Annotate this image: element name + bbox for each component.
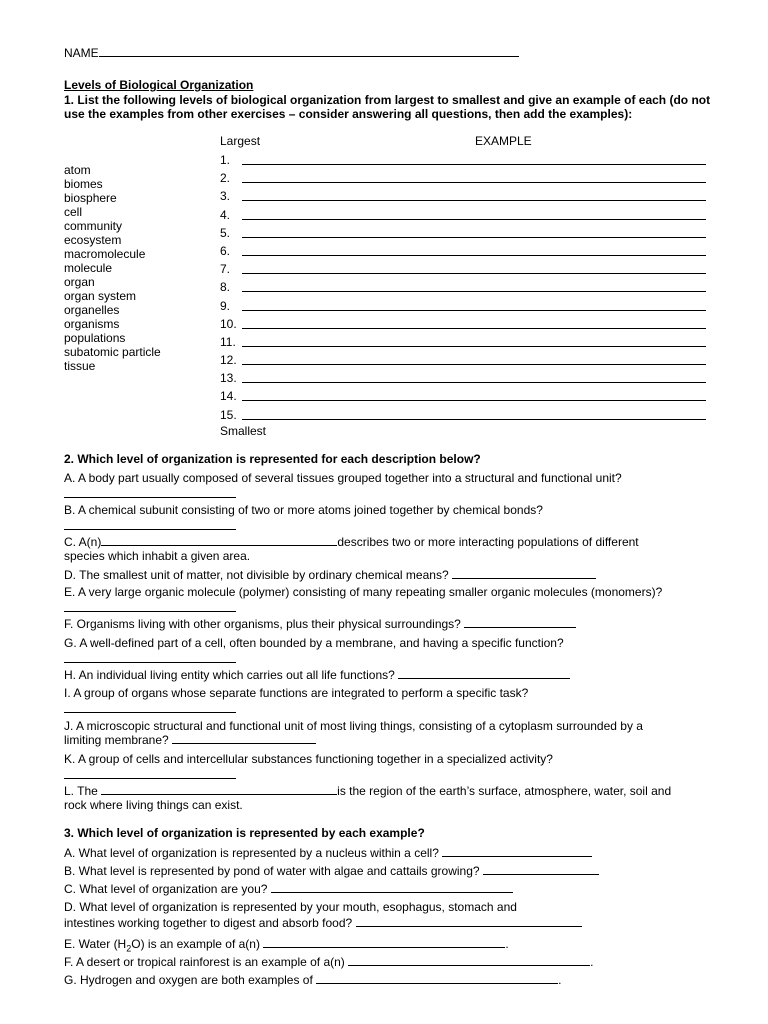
row-number: 1. (220, 153, 231, 167)
answer-blank[interactable] (242, 371, 706, 383)
term-item: molecule (64, 261, 113, 275)
q2-blank-f[interactable] (464, 617, 576, 628)
q3-item-c (64, 882, 714, 896)
term-item: community (64, 219, 123, 233)
answer-row (220, 244, 706, 262)
q2-item-b (64, 503, 714, 530)
answer-row (220, 371, 706, 389)
q2-item-d (64, 568, 714, 582)
term-item: organ (64, 275, 95, 289)
answer-row (220, 262, 706, 280)
q3-item-f (64, 955, 714, 969)
answer-row (220, 171, 706, 189)
q3-text-c: C. What level of organization are you? (64, 882, 268, 896)
q2-text-j1: J. A microscopic structural and functional unit of most living things, consisting of a cytoplasm surrounded by a (64, 719, 643, 733)
q3-blank-b[interactable] (483, 864, 599, 875)
q2-text-f: F. Organisms living with other organisms, plus their physical surroundings? (64, 617, 461, 631)
q2-prompt: 2. Which level of organization is represented for each description below? (64, 452, 481, 466)
answer-blank[interactable] (242, 226, 706, 238)
row-number: 9. (220, 298, 231, 313)
term-item: cell (64, 205, 83, 219)
answer-blank[interactable] (242, 389, 706, 401)
answer-blank[interactable] (242, 171, 706, 183)
answer-row (220, 317, 706, 335)
term-item: tissue (64, 359, 96, 373)
row-number: 15. (220, 407, 237, 422)
q3-blank-f[interactable] (348, 955, 590, 966)
q3-text-a: A. What level of organization is represented by a nucleus within a cell? (64, 846, 439, 860)
row-number: 6. (220, 243, 231, 258)
q3-text-d2: intestines working together to digest and absorb food? (64, 916, 353, 930)
q3-blank-g[interactable] (316, 973, 558, 984)
q2-text-j2: limiting membrane? (64, 733, 169, 747)
q2-item-h (64, 668, 714, 682)
term-item: atom (64, 163, 91, 177)
term-item: organisms (64, 317, 120, 331)
term-item: biomes (64, 177, 103, 191)
term-item: organelles (64, 303, 120, 317)
q2-blank-i[interactable] (64, 712, 236, 713)
q2-item-f (64, 617, 714, 631)
q2-blank-h[interactable] (398, 668, 570, 679)
q2-text-l1: L. The (64, 784, 98, 798)
q2-item-k (64, 752, 714, 779)
q2-text-d: D. The smallest unit of matter, not divisible by ordinary chemical means? (64, 568, 449, 582)
answer-row (220, 389, 706, 407)
q2-text-i: I. A group of organs whose separate functions are integrated to perform a specific task? (64, 686, 529, 700)
term-list (64, 163, 161, 373)
answer-blank[interactable] (242, 335, 706, 347)
name-blank[interactable] (99, 46, 519, 57)
row-number: 14. (220, 389, 237, 404)
answer-row (220, 408, 706, 422)
answer-blank[interactable] (242, 189, 706, 201)
q1-header-largest: Largest (220, 134, 261, 148)
answer-row (220, 189, 706, 207)
q2-text-e: E. A very large organic molecule (polymer) consisting of many repeating smaller organic molecules (monomers)? (64, 585, 663, 599)
q1-prompt: 1. List the following levels of biological organization from largest to smallest and give an example of each (do not use the examples from other exercises – consider answering all questions, then add the examples): (64, 93, 711, 121)
q2-blank-j[interactable] (172, 733, 316, 744)
term-item: biosphere (64, 191, 117, 205)
name-label: NAME (64, 46, 99, 60)
q2-blank-l[interactable] (101, 784, 337, 795)
q3-text-b: B. What level is represented by pond of water with algae and cattails growing? (64, 864, 480, 878)
q2-item-c (64, 535, 714, 563)
q3-blank-e[interactable] (263, 937, 505, 948)
q3-period-e: . (505, 937, 509, 951)
answer-row (220, 353, 706, 371)
term-item: macromolecule (64, 247, 146, 261)
answer-blank[interactable] (242, 262, 706, 274)
q3-text-e-pre: E. Water (H (64, 937, 127, 951)
q2-item-g (64, 636, 714, 663)
q2-text-c3: species which inhabit a given area. (64, 549, 251, 563)
answer-row (220, 335, 706, 353)
q3-item-g (64, 973, 714, 987)
row-number: 11. (220, 334, 236, 349)
row-number: 10. (220, 316, 237, 331)
q3-item-d (64, 900, 714, 930)
q2-text-l3: rock where living things can exist. (64, 798, 243, 812)
row-number: 2. (220, 171, 231, 186)
answer-lines (220, 153, 706, 422)
answer-blank[interactable] (242, 408, 706, 420)
q2-text-h: H. An individual living entity which carries out all life functions? (64, 668, 395, 682)
q3-period-g: . (558, 973, 562, 987)
row-number: 8. (220, 280, 231, 295)
q2-text-a: A. A body part usually composed of several tissues grouped together into a structural and functional unit? (64, 471, 622, 485)
q3-blank-d[interactable] (356, 916, 582, 927)
q2-text-c2: describes two or more interacting populations of different (337, 535, 639, 549)
q2-text-c1: C. A(n) (64, 535, 102, 549)
q2-item-l (64, 784, 714, 812)
q3-text-e-post: O) is an example of a(n) (131, 937, 260, 951)
page-title: Levels of Biological Organization (64, 78, 254, 92)
answer-blank[interactable] (242, 280, 706, 292)
q2-item-j (64, 719, 724, 747)
term-item: organ system (64, 289, 137, 303)
row-number: 7. (220, 262, 231, 277)
q3-item-a (64, 846, 714, 860)
q2-item-a (64, 471, 714, 498)
q3-item-e (64, 937, 714, 954)
answer-blank[interactable] (242, 299, 706, 311)
q2-blank-b[interactable] (64, 529, 236, 530)
q2-text-k: K. A group of cells and intercellular substances functioning together in a specialized activity? (64, 752, 553, 766)
answer-row (220, 280, 706, 298)
q2-item-e (64, 585, 724, 612)
answer-blank[interactable] (242, 153, 706, 165)
q3-prompt: 3. Which level of organization is represented by each example? (64, 826, 425, 840)
answer-blank[interactable] (242, 244, 706, 256)
answer-row (220, 226, 706, 244)
row-number: 12. (220, 353, 237, 368)
q2-blank-c[interactable] (101, 535, 337, 546)
q2-text-l2: is the region of the earth’s surface, atmosphere, water, soil and (337, 784, 672, 798)
row-number: 3. (220, 189, 231, 204)
q3-text-g: G. Hydrogen and oxygen are both examples of (64, 973, 313, 987)
answer-row (220, 153, 706, 171)
answer-blank[interactable] (242, 208, 706, 220)
q3-text-f: F. A desert or tropical rainforest is an example of a(n) (64, 955, 345, 969)
row-number: 13. (220, 371, 237, 386)
answer-blank[interactable] (242, 353, 706, 365)
answer-row (220, 299, 706, 317)
term-item: ecosystem (64, 233, 122, 247)
q2-blank-d[interactable] (452, 568, 596, 579)
q2-blank-k[interactable] (64, 778, 236, 779)
term-item: populations (64, 331, 126, 345)
q2-blank-e[interactable] (64, 611, 236, 612)
q3-item-b (64, 864, 714, 878)
answer-blank[interactable] (242, 317, 706, 329)
row-number: 5. (220, 225, 231, 240)
name-line (64, 46, 519, 60)
answer-row (220, 208, 706, 226)
q3-blank-c[interactable] (271, 882, 513, 893)
term-item: subatomic particle (64, 345, 161, 359)
q2-blank-a[interactable] (64, 497, 236, 498)
q2-blank-g[interactable] (64, 662, 236, 663)
q2-text-b: B. A chemical subunit consisting of two or more atoms joined together by chemical bonds? (64, 503, 543, 517)
q3-blank-a[interactable] (442, 846, 592, 857)
q2-item-i (64, 686, 714, 713)
q3-period-f: . (590, 955, 594, 969)
q2-text-g: G. A well-defined part of a cell, often bounded by a membrane, and having a specific function? (64, 636, 564, 650)
q3-text-e-sub: 2 (126, 943, 132, 954)
q1-header-example: EXAMPLE (475, 134, 532, 148)
row-number: 4. (220, 207, 231, 222)
q1-footer-smallest: Smallest (220, 424, 267, 438)
q3-text-d1: D. What level of organization is represented by your mouth, esophagus, stomach and (64, 900, 517, 914)
